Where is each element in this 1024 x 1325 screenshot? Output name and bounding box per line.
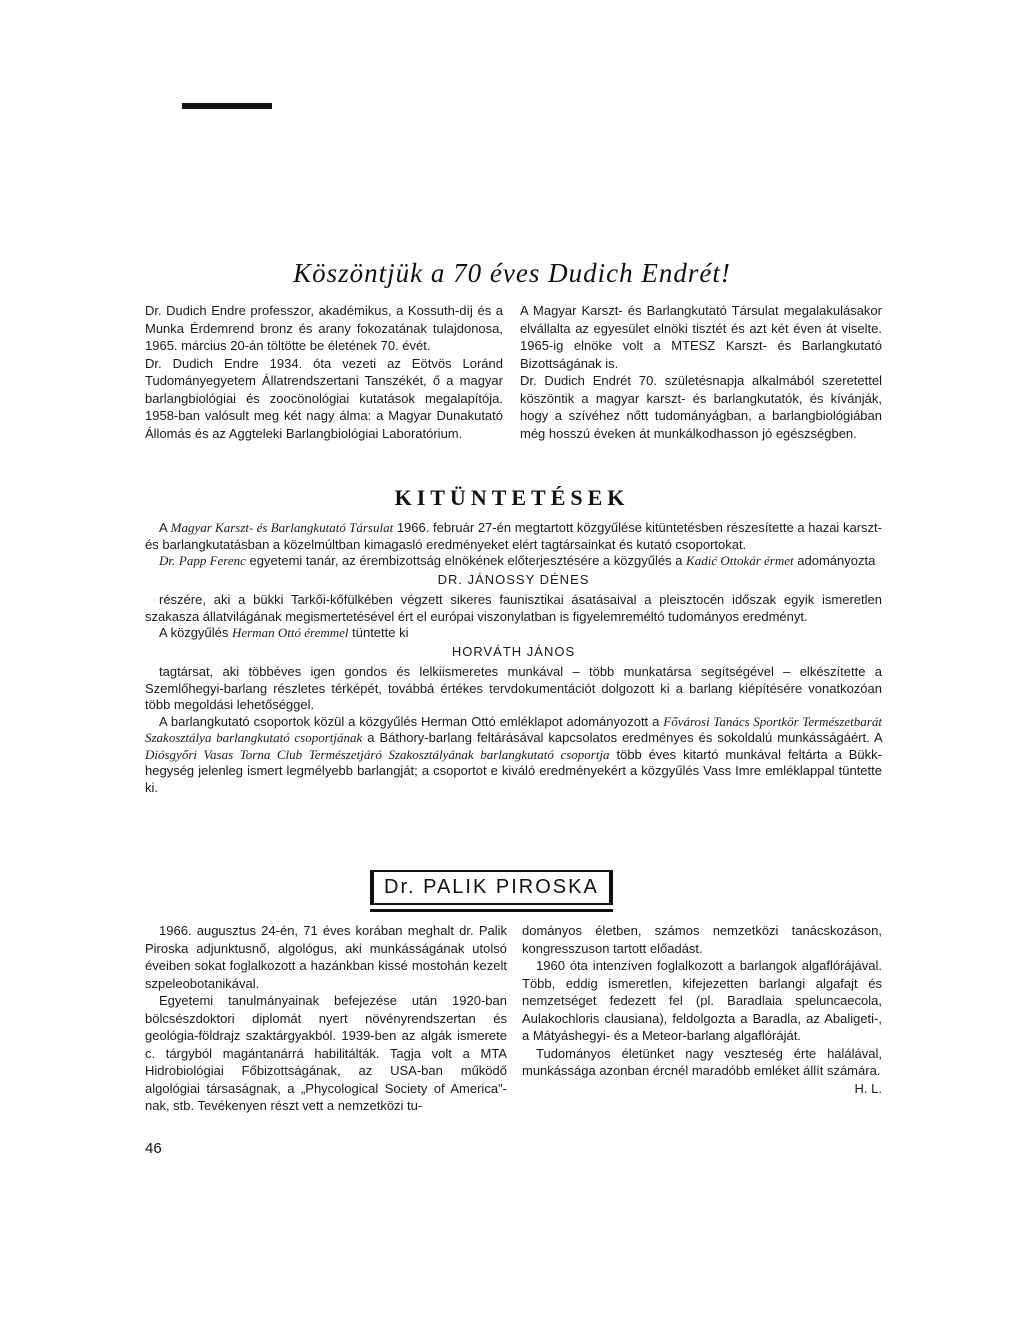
obituary-heading-box	[370, 870, 613, 912]
organization-name: Magyar Karszt- és Barlangkutató Társulat	[170, 520, 394, 535]
heading-underline	[370, 909, 613, 912]
paragraph: A Magyar Karszt- és Barlangkutató Társulat megalakulásakor elvállalta az egyesület elnöki tisztét és azt két éven át viselte. 1965-ig elnöke volt a MTESZ Karszt- és Barlangkutató Bizottságának is.	[520, 303, 882, 371]
article-right-column	[520, 302, 882, 442]
paragraph	[145, 553, 882, 570]
article-title: Köszöntjük a 70 éves Dudich Endrét!	[293, 258, 731, 288]
paragraph	[145, 520, 882, 553]
person-name: Papp Ferenc	[178, 553, 246, 568]
header-rule	[182, 103, 272, 109]
medal-name: Kadić Ottokár érmet	[686, 553, 794, 568]
paragraph: dományos életben, számos nemzetközi tanácskozáson, kongresszuson tartott előadást.	[522, 923, 882, 956]
section-heading: KITÜNTETÉSEK	[394, 485, 630, 510]
awards-body	[145, 520, 882, 796]
signature: H. L.	[854, 1080, 882, 1096]
paragraph: részére, aki a bükki Tarkői-kőfülkében végzett sikeres faunisztikai ásatásaival a pleisztocén időszak egyik ismeretlen szakasza állatvilágának megismertetésével ért el európai viszonylatban is figyelemreméltó tudományos eredményt.	[145, 592, 882, 624]
text-run: egyetemi tanár, az érembizottság elnökének előterjesztésére a közgyűlés a	[249, 553, 683, 568]
text-run: Dr.	[159, 553, 176, 568]
text-run: A	[159, 520, 167, 535]
page-number: 46	[145, 1140, 162, 1157]
article-left-column	[145, 302, 503, 442]
paragraph	[145, 625, 882, 642]
awardee-name: HORVÁTH JÁNOS	[451, 643, 576, 659]
paragraph: Dr. Dudich Endre 1934. óta vezeti az Eötvös Loránd Tudományegyetem Állatrendszertani Tanszékét, ő a magyar barlangbiológiai és zoocönológiai kutatások megalapítója. 1958-ban valósult meg két nagy álma: a Magyar Dunakutató Állomás és az Aggteleki Barlangbiológiai Laboratórium.	[145, 355, 503, 441]
text-run: több éves kitartó munkával feltárta a Bükk-hegység jelenleg ismert legmélyebb barlangját; a csoportot e kiváló eredményekért a közgyűlés Vass Imre emléklappal tüntette ki.	[145, 746, 882, 795]
group-name: Fővárosi Tanács Sportkör Természetbarát Szakosztálya barlangkutató csoportjának	[145, 713, 882, 745]
obituary-left-column	[145, 922, 507, 1115]
medal-name: Herman Ottó éremmel	[232, 625, 349, 640]
paragraph: Dr. Dudich Endre professzor, akadémikus, a Kossuth-díj és a Munka Érdemrend bronz és arany fokozatának tulajdonosa, 1965. március 20-án töltötte be életének 70. évét.	[145, 303, 503, 353]
text-run: A közgyűlés	[159, 625, 229, 640]
obituary-right-column	[522, 922, 882, 1097]
paragraph: tagtársat, aki többéves igen gondos és lelkiismeretes munkával – több munkatársa segítségével – elkészítette a Szemlőhegyi-barlang részletes térképét, továbbá értékes tervdokumentációt dolgozott ki a barlang kiépítésére vonatkozóan több megoldási lehetőséggel.	[145, 664, 882, 712]
text-run: 1966. február 27-én megtartott közgyűlése kitüntetésben részesítette a hazai karszt- és barlangkutatásban a közelmúltban kimagasló eredményeket elért tagtársainkat és kutató csoportokat.	[145, 520, 882, 552]
awardee-name: DR. JÁNOSSY DÉNES	[437, 571, 590, 587]
paragraph: Dr. Dudich Endrét 70. születésnapja alkalmából szeretettel köszöntik a magyar karszt- és barlangkutatók, és kívánják, hogy a szívéhez nőtt tudományágban, a barlangbiológiában még hosszú éveken át munkálkodhasson jó egészségben.	[520, 373, 882, 441]
text-run: tüntette ki	[352, 625, 409, 640]
paragraph: Egyetemi tanulmányainak befejezése után 1920-ban bölcsészdoktori diplomát nyert növényrendszertan és geológia-földrajz szaktárgyakból. 1939-ben az algák ismerete c. tárgyból magántanárrá habilitálták. Tagja volt a MTA Hidrobiológiai Főbizottságának, az USA-ban működő algológiai társaságnak, a „Phycological Society of America"-nak, stb. Tevékenyen részt vett a nemzetközi tu-	[145, 993, 507, 1113]
obituary-heading: Dr. PALIK PIROSKA	[370, 870, 613, 905]
paragraph: Tudományos életünket nagy veszteség érte halálával, munkássága azonban ércnél maradóbb emléket állít számára.	[522, 1045, 882, 1078]
paragraph: 1960 óta intenzíven foglalkozott a barlangok algaflórájával. Több, eddig ismeretlen, kifejezetten barlangi algafajt és nemzetséget fedezett fel (pl. Baradlaia speluncaecola, Aulakochloris clausiana), feldolgozta a Baradla, az Abaligeti-, a Mátyáshegyi- és a Meteor-barlang algaflóráját.	[522, 958, 882, 1043]
text-run: adományozta	[797, 553, 876, 568]
paragraph: 1966. augusztus 24-én, 71 éves korában meghalt dr. Palik Piroska adjunktusnő, algológus, aki munkásságának utolsó éveiben sokat foglalkozott a hazánkban kissé mostohán kezelt szpeleobotanikával.	[145, 923, 507, 991]
text-run: A barlangkutató csoportok közül a közgyűlés Herman Ottó emléklapot adományozott a	[159, 713, 660, 729]
paragraph	[145, 714, 882, 797]
group-name: Diósgyőri Vasas Torna Club Természetjáró Szakosztályának barlangkutató csoportja	[145, 746, 610, 762]
text-run: a Báthory-barlang feltárásával kapcsolatos eredményes és sokoldalú munkásságáért. A	[367, 730, 882, 745]
